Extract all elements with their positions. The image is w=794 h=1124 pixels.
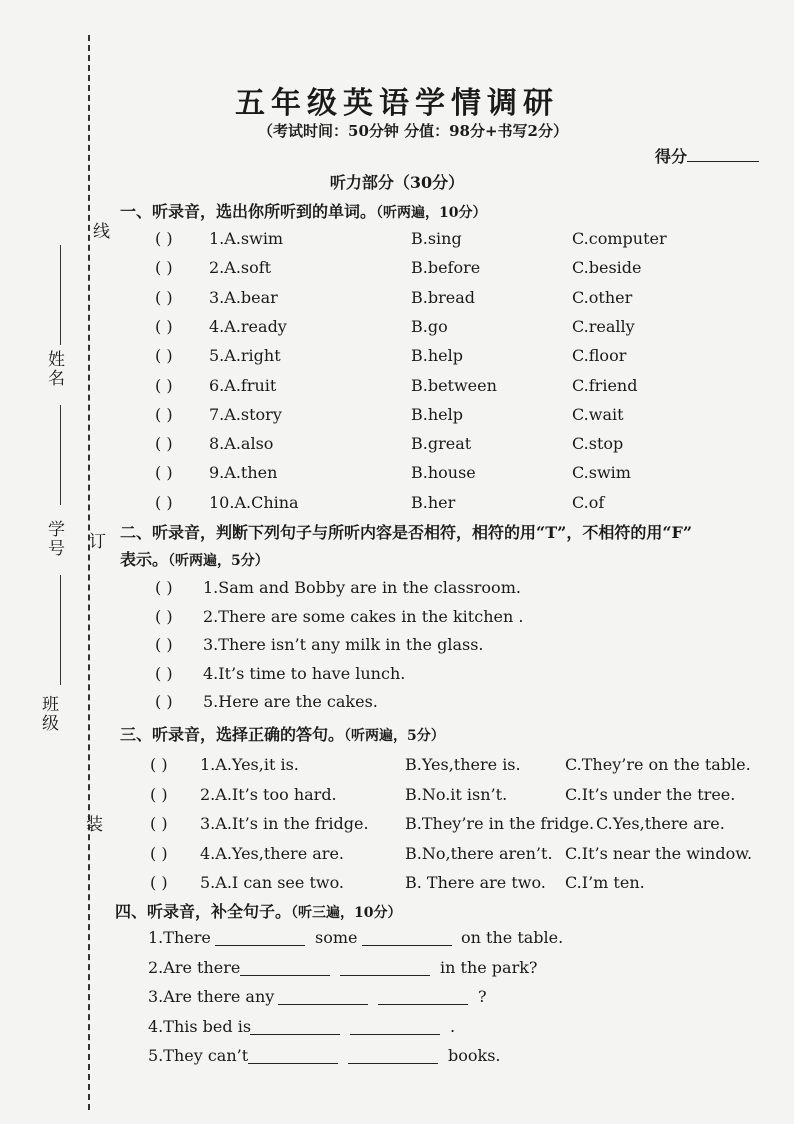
q3-item: [150, 873, 750, 897]
q2-heading-text: 表示。: [120, 550, 169, 569]
option-c: C.They’re on the table.: [565, 755, 751, 774]
sentence-start: 2.Are there: [148, 957, 241, 977]
q4-heading: [115, 899, 402, 922]
option-b: B.go: [411, 316, 448, 336]
option-a: 1.A.swim: [209, 229, 284, 248]
answer-blank-2[interactable]: [378, 990, 468, 1005]
answer-blank-1[interactable]: [248, 1049, 338, 1064]
option-a: 4.A.Yes,there are.: [200, 843, 344, 863]
answer-paren[interactable]: ( ): [150, 814, 168, 833]
q1-heading: [120, 199, 487, 222]
q4-heading-text: 四、听录音，补全句子。: [115, 902, 292, 921]
q1-item: [155, 229, 715, 253]
statement: 5.Here are the cakes.: [203, 692, 378, 712]
answer-paren[interactable]: ( ): [150, 784, 168, 804]
q3-note: （听两遍，5分）: [344, 728, 445, 744]
option-b: B.house: [411, 463, 476, 483]
option-b: B.sing: [411, 229, 462, 248]
answer-paren[interactable]: ( ): [155, 404, 173, 424]
option-c: C.friend: [572, 375, 638, 395]
margin-name-label: 姓名: [44, 350, 64, 388]
q2-item: [155, 664, 655, 688]
option-c: C.really: [572, 316, 635, 336]
q1-item: [155, 376, 715, 400]
statement: 1.Sam and Bobby are in the classroom.: [203, 578, 521, 597]
answer-paren[interactable]: ( ): [155, 346, 173, 366]
answer-blank-2[interactable]: [362, 931, 452, 946]
class-line: [60, 575, 61, 685]
option-a: 9.A.then: [209, 463, 278, 483]
sentence-end: .: [450, 1016, 456, 1036]
option-b: B.before: [411, 258, 481, 278]
answer-paren[interactable]: ( ): [155, 635, 173, 655]
option-c: C.computer: [572, 229, 667, 248]
answer-paren[interactable]: ( ): [155, 316, 173, 336]
option-c: C.wait: [572, 404, 624, 424]
q2-heading-line1: 二、听录音，判断下列句子与所听内容是否相符，相符的用“T”，不相符的用“F”: [120, 523, 693, 542]
option-a: 3.A.It’s in the fridge.: [200, 814, 369, 833]
sentence-middle: some: [315, 928, 358, 947]
answer-blank-2[interactable]: [348, 1049, 438, 1064]
q1-item: [155, 463, 715, 487]
name-line: [60, 245, 61, 345]
answer-paren[interactable]: ( ): [155, 434, 173, 454]
answer-paren[interactable]: ( ): [155, 492, 173, 512]
statement: 2.There are some cakes in the kitchen .: [203, 606, 524, 626]
answer-paren[interactable]: ( ): [155, 375, 173, 395]
option-a: 5.A.I can see two.: [200, 873, 344, 892]
q1-item: [155, 405, 715, 429]
answer-blank-1[interactable]: [278, 990, 368, 1005]
q2-heading-line2: [120, 547, 269, 570]
q4-item: [0, 928, 794, 952]
page-title: 五年级英语学情调研: [235, 86, 559, 121]
answer-paren[interactable]: ( ): [150, 873, 168, 892]
answer-paren[interactable]: ( ): [155, 663, 173, 683]
option-c: C.It’s under the tree.: [565, 784, 736, 804]
option-c: C.floor: [572, 346, 627, 366]
q4-note: （听三遍，10分）: [291, 905, 402, 921]
option-a: 5.A.right: [209, 346, 281, 366]
margin-class-label: 班级: [38, 695, 58, 733]
statement: 3.There isn’t any milk in the glass.: [203, 635, 484, 655]
q2-note: （听两遍，5分）: [168, 553, 269, 569]
q4-item: [0, 958, 794, 982]
q1-item: [155, 346, 715, 370]
option-c: C.It’s near the window.: [565, 843, 753, 863]
option-b: B.bread: [411, 287, 475, 307]
answer-paren[interactable]: ( ): [155, 606, 173, 626]
q1-item: [155, 434, 715, 458]
q2-item: [155, 692, 655, 716]
q4-item: [0, 1017, 794, 1041]
option-a: 6.A.fruit: [209, 375, 277, 395]
option-b: B.No,there aren’t.: [405, 843, 553, 863]
option-b: B.between: [411, 375, 497, 395]
answer-paren[interactable]: ( ): [150, 843, 168, 863]
option-c: C.other: [572, 287, 633, 307]
sentence-start: 3.Are there any: [148, 987, 275, 1006]
answer-paren[interactable]: ( ): [150, 755, 168, 774]
q1-item: [155, 493, 715, 517]
option-a: 1.A.Yes,it is.: [200, 755, 299, 774]
q1-note: （听两遍，10分）: [376, 205, 487, 221]
option-c: C.of: [572, 492, 605, 512]
option-b: B.help: [411, 404, 463, 424]
q1-item: [155, 258, 715, 282]
answer-paren[interactable]: ( ): [155, 578, 173, 597]
option-a: 3.A.bear: [209, 287, 278, 307]
statement: 4.It’s time to have lunch.: [203, 663, 406, 683]
q1-heading-text: 一、听录音，选出你所听到的单词。: [120, 202, 377, 221]
option-c: C.swim: [572, 463, 631, 483]
option-b: B.Yes,there is.: [405, 755, 521, 774]
q4-item: [0, 987, 794, 1011]
score-label: 得分: [655, 147, 688, 166]
q1-item: [155, 317, 715, 341]
q3-item: [150, 755, 750, 779]
q2-item: [155, 635, 655, 659]
sentence-end: books.: [448, 1046, 501, 1065]
option-a: 10.A.China: [209, 492, 299, 512]
q3-item: [150, 814, 750, 838]
option-c: C.Yes,there are.: [596, 814, 725, 833]
answer-blank-1[interactable]: [215, 931, 305, 946]
margin-ding: 订: [85, 532, 105, 551]
sentence-start: 1.There: [148, 928, 211, 947]
score-field[interactable]: [655, 144, 759, 167]
option-c: C.stop: [572, 434, 624, 454]
answer-blank-1[interactable]: [250, 1020, 340, 1035]
section-title: 听力部分（30分）: [329, 173, 465, 192]
answer-paren[interactable]: ( ): [155, 463, 173, 483]
option-b: B.great: [411, 434, 472, 454]
q3-heading-text: 三、听录音，选择正确的答句。: [120, 725, 345, 744]
option-c: C.beside: [572, 258, 642, 278]
q3-heading: [120, 722, 445, 745]
option-b: B.her: [411, 492, 456, 512]
q3-item: [150, 785, 750, 809]
answer-blank-2[interactable]: [350, 1020, 440, 1035]
option-a: 4.A.ready: [209, 316, 287, 336]
margin-id-label: 学号: [44, 520, 64, 558]
option-a: 2.A.soft: [209, 258, 272, 278]
q2-item: [155, 607, 655, 631]
option-a: 8.A.also: [209, 434, 274, 454]
answer-paren[interactable]: ( ): [155, 258, 173, 278]
option-a: 7.A.story: [209, 404, 282, 424]
option-b: B.They’re in the fridge.: [405, 814, 595, 833]
answer-paren[interactable]: ( ): [155, 287, 173, 307]
q2-item: [155, 578, 655, 602]
sentence-end: ?: [478, 987, 487, 1006]
exam-info: （考试时间：50分钟 分值：98分+书写2分）: [258, 122, 568, 140]
answer-blank-2[interactable]: [340, 961, 430, 976]
answer-paren[interactable]: ( ): [155, 229, 173, 248]
id-line: [60, 405, 61, 505]
q1-item: [155, 288, 715, 312]
margin-xian: 线: [89, 222, 109, 241]
option-a: 2.A.It’s too hard.: [200, 784, 337, 804]
score-blank[interactable]: [687, 147, 759, 162]
option-b: B.No.it isn’t.: [405, 784, 508, 804]
option-c: C.I’m ten.: [565, 873, 645, 892]
margin-zhuang: 装: [82, 815, 102, 834]
sentence-end: on the table.: [461, 928, 564, 947]
q4-item: [0, 1046, 794, 1070]
sentence-start: 4.This bed is: [148, 1016, 252, 1036]
option-b: B.help: [411, 346, 463, 366]
option-b: B. There are two.: [405, 873, 546, 892]
answer-paren[interactable]: ( ): [155, 692, 173, 712]
sentence-start: 5.They can’t: [148, 1046, 249, 1065]
sentence-end: in the park?: [440, 957, 538, 977]
q3-item: [150, 843, 753, 868]
answer-blank-1[interactable]: [240, 961, 330, 976]
